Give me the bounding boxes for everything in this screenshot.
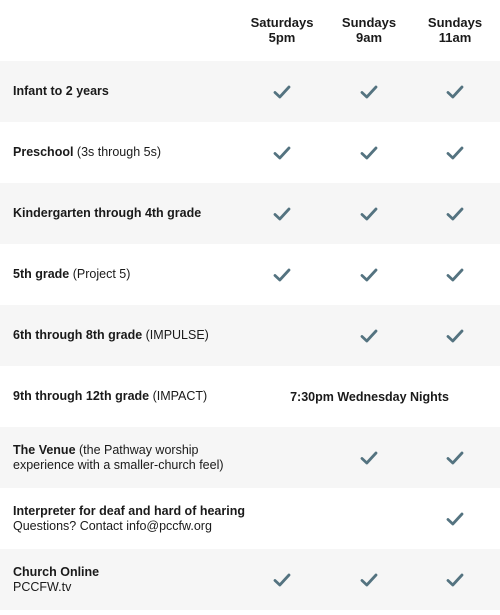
row-label-detail: (IMPACT) [149, 389, 208, 403]
row-label-bold: Interpreter for deaf and hard of hearing [13, 503, 245, 518]
row-label [13, 427, 248, 488]
column-header-line2: 5pm [268, 30, 296, 45]
table-body [0, 61, 500, 610]
row-label [13, 366, 248, 427]
check-icon [339, 427, 399, 488]
row-label-line1 [13, 565, 248, 580]
table-row [0, 305, 500, 366]
check-icon [252, 61, 312, 122]
column-header-line1: Sundays [427, 15, 483, 30]
check-icon [339, 122, 399, 183]
row-label-line2: PCCFW.tv [13, 579, 72, 594]
row-label-bold: 9th through 12th grade [13, 389, 150, 403]
table-row [0, 549, 500, 610]
row-label-line1 [13, 504, 248, 519]
row-label-line1 [13, 389, 248, 404]
row-label-line1 [13, 328, 248, 343]
check-icon [425, 122, 485, 183]
check-icon [339, 183, 399, 244]
row-label-bold: 6th through 8th grade [13, 328, 143, 342]
row-label-bold: Preschool [13, 145, 74, 159]
row-label-line1 [13, 267, 248, 282]
table-row [0, 244, 500, 305]
check-icon [252, 549, 312, 610]
table-row [0, 427, 500, 488]
column-header-sunday-9am [324, 15, 414, 45]
column-header-line2: 11am [438, 30, 472, 45]
row-label [13, 183, 248, 244]
row-label [13, 549, 248, 610]
table-row [0, 61, 500, 122]
row-label-bold: Infant to 2 years [13, 84, 109, 98]
row-label [13, 122, 248, 183]
table-header [0, 0, 500, 61]
column-header-line1: Sundays [341, 15, 397, 30]
check-icon [425, 244, 485, 305]
check-icon [339, 61, 399, 122]
row-label-line1 [13, 84, 248, 99]
check-icon [425, 183, 485, 244]
check-icon [425, 61, 485, 122]
column-header-sunday-11am [410, 15, 500, 45]
row-label-bold: Kindergarten through 4th grade [13, 206, 202, 220]
column-header-line2: 9am [355, 30, 383, 45]
check-icon [425, 549, 485, 610]
check-icon [252, 183, 312, 244]
row-label [13, 244, 248, 305]
check-icon [339, 305, 399, 366]
column-header-line1: Saturdays [250, 15, 314, 30]
column-header-saturday-5pm [237, 15, 327, 45]
table-row [0, 122, 500, 183]
row-label-line2: experience with a smaller-church feel) [13, 457, 224, 472]
check-icon [425, 427, 485, 488]
row-label-bold: The Venue [13, 442, 76, 457]
row-label-line2: Questions? Contact info@pccfw.org [13, 518, 212, 533]
row-label-detail: (the Pathway worship [75, 442, 199, 457]
row-label-bold: Church Online [13, 564, 100, 579]
row-label-detail: (IMPULSE) [142, 328, 209, 342]
table-row [0, 366, 500, 427]
row-label-line1 [13, 443, 248, 458]
row-label [13, 488, 248, 549]
row-label-bold: 5th grade [13, 267, 70, 281]
row-label [13, 61, 248, 122]
table-row [0, 488, 500, 549]
row-label [13, 305, 248, 366]
row-label-detail: (3s through 5s) [73, 145, 161, 159]
check-icon [425, 488, 485, 549]
row-span-note: 7:30pm Wednesday Nights [290, 389, 449, 404]
row-label-detail: (Project 5) [69, 267, 131, 281]
row-label-line1 [13, 206, 248, 221]
row-label-line1 [13, 145, 248, 160]
check-icon [252, 122, 312, 183]
check-icon [339, 244, 399, 305]
check-icon [425, 305, 485, 366]
check-icon [339, 549, 399, 610]
check-icon [252, 244, 312, 305]
table-row [0, 183, 500, 244]
